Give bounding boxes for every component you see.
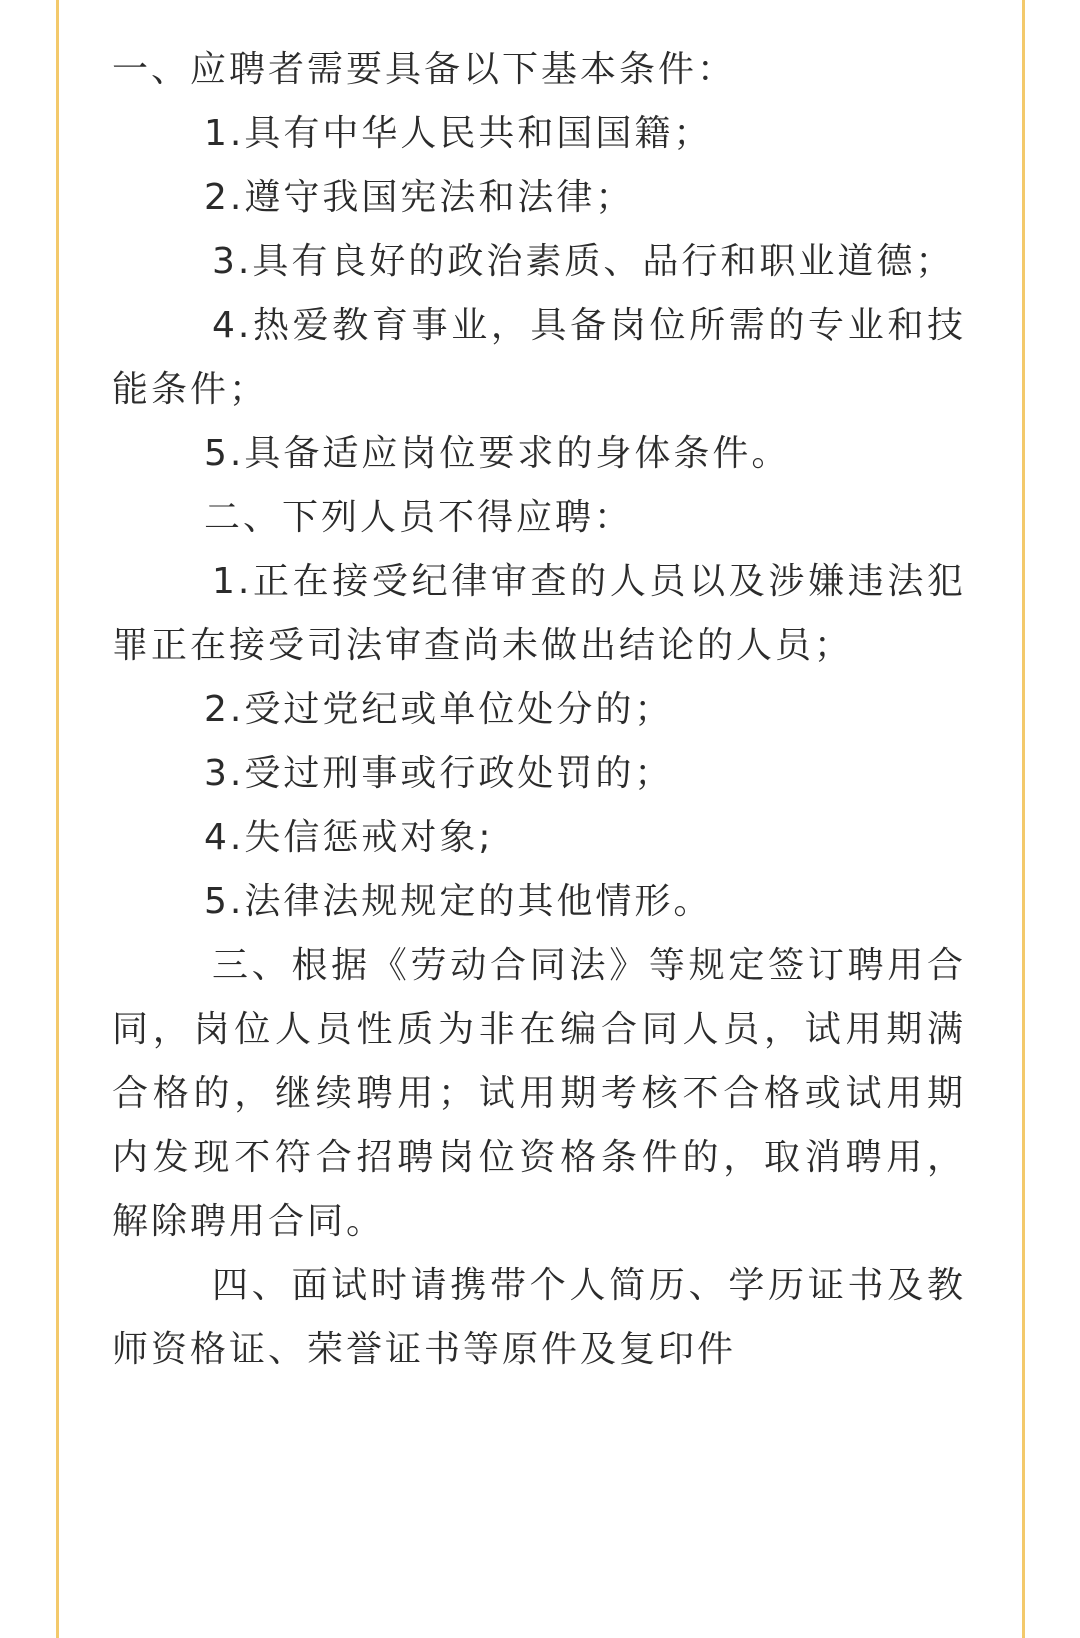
list-item: 2.受过党纪或单位处分的； xyxy=(204,689,674,730)
list-item: 3.受过刑事或行政处罚的； xyxy=(204,753,674,794)
section-paragraph-3: 三、根据《劳动合同法》等规定签订聘用合同，岗位人员性质为非在编合同人员，试用期满合格的，继续聘用；试用期考核不合格或试用期内发现不符合招聘岗位资格条件的，取消聘用，解除聘用合同。 xyxy=(112,945,966,1242)
list-item: 5.具备适应岗位要求的身体条件。 xyxy=(204,433,791,474)
list-item: 4.失信惩戒对象; xyxy=(204,817,494,858)
list-item: 2.遵守我国宪法和法律； xyxy=(204,177,635,218)
list-item: 3.具有良好的政治素质、品行和职业道德； xyxy=(212,241,955,282)
list-item: 4.热爱教育事业，具备岗位所需的专业和技能条件； xyxy=(112,305,966,410)
list-item: 1.正在接受纪律审查的人员以及涉嫌违法犯罪正在接受司法审查尚未做出结论的人员； xyxy=(112,561,966,666)
section-paragraph-4: 四、面试时请携带个人简历、学历证书及教师资格证、荣誉证书等原件及复印件 xyxy=(112,1265,966,1370)
section-heading-1: 一、应聘者需要具备以下基本条件： xyxy=(112,49,737,90)
section-heading-2: 二、下列人员不得应聘： xyxy=(204,497,634,538)
document-body xyxy=(112,38,966,1382)
list-item: 1.具有中华人民共和国国籍； xyxy=(204,113,713,154)
left-border-line xyxy=(56,0,59,1638)
list-item: 5.法律法规规定的其他情形。 xyxy=(204,881,713,922)
right-border-line xyxy=(1022,0,1025,1638)
